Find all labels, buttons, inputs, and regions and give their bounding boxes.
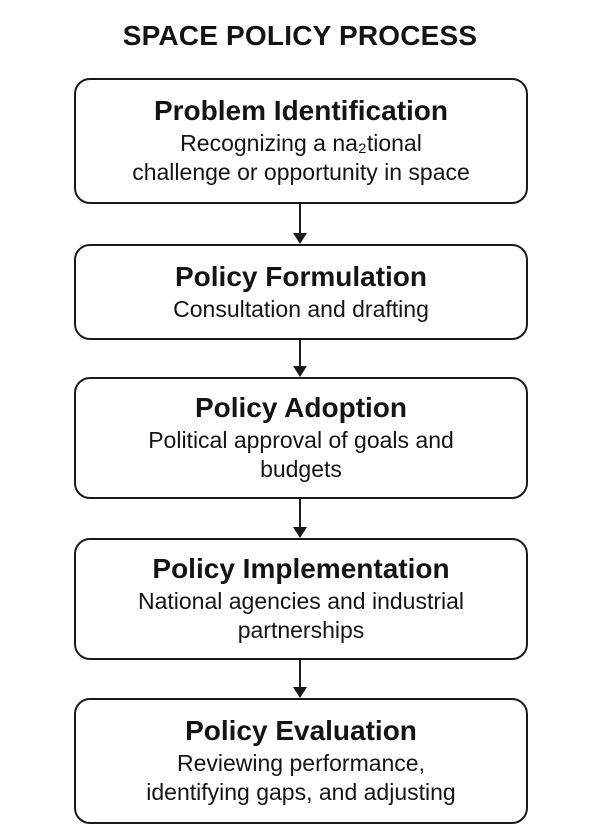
step-description bbox=[148, 426, 454, 484]
step-description bbox=[132, 129, 470, 187]
step-policy-evaluation bbox=[74, 698, 528, 824]
diagram-title: SPACE POLICY PROCESS bbox=[122, 20, 478, 51]
step-description-line: identifying gaps, and adjusting bbox=[146, 779, 456, 805]
step-description bbox=[146, 749, 455, 807]
step-problem-identification bbox=[74, 78, 528, 204]
step-title: Policy Formulation bbox=[174, 260, 428, 292]
step-title: Policy Adoption bbox=[194, 392, 408, 423]
step-description-line: Political approval of goals and bbox=[148, 427, 454, 453]
step-policy-implementation bbox=[74, 538, 528, 660]
step-description-line: partnerships bbox=[237, 617, 365, 643]
flow-arrow bbox=[293, 204, 307, 244]
flow-arrow bbox=[293, 660, 307, 698]
step-description bbox=[173, 295, 429, 324]
step-description-line: Recognizing a na₂tional bbox=[180, 130, 422, 156]
step-title: Policy Evaluation bbox=[185, 715, 417, 746]
step-description-line: Reviewing performance, bbox=[176, 750, 425, 776]
flow-arrow bbox=[293, 499, 307, 538]
step-policy-formulation bbox=[74, 244, 528, 340]
step-title: Problem Identification bbox=[153, 95, 449, 126]
step-policy-adoption bbox=[74, 377, 528, 499]
flow-arrow bbox=[293, 340, 307, 377]
step-description-line: National agencies and industrial bbox=[137, 588, 465, 614]
step-description-line: budgets bbox=[260, 456, 342, 482]
step-description-line: Consultation and drafting bbox=[173, 295, 429, 322]
step-title: Policy Implementation bbox=[152, 553, 450, 584]
step-description-line: challenge or opportunity in space bbox=[132, 159, 470, 185]
step-description bbox=[138, 587, 464, 645]
